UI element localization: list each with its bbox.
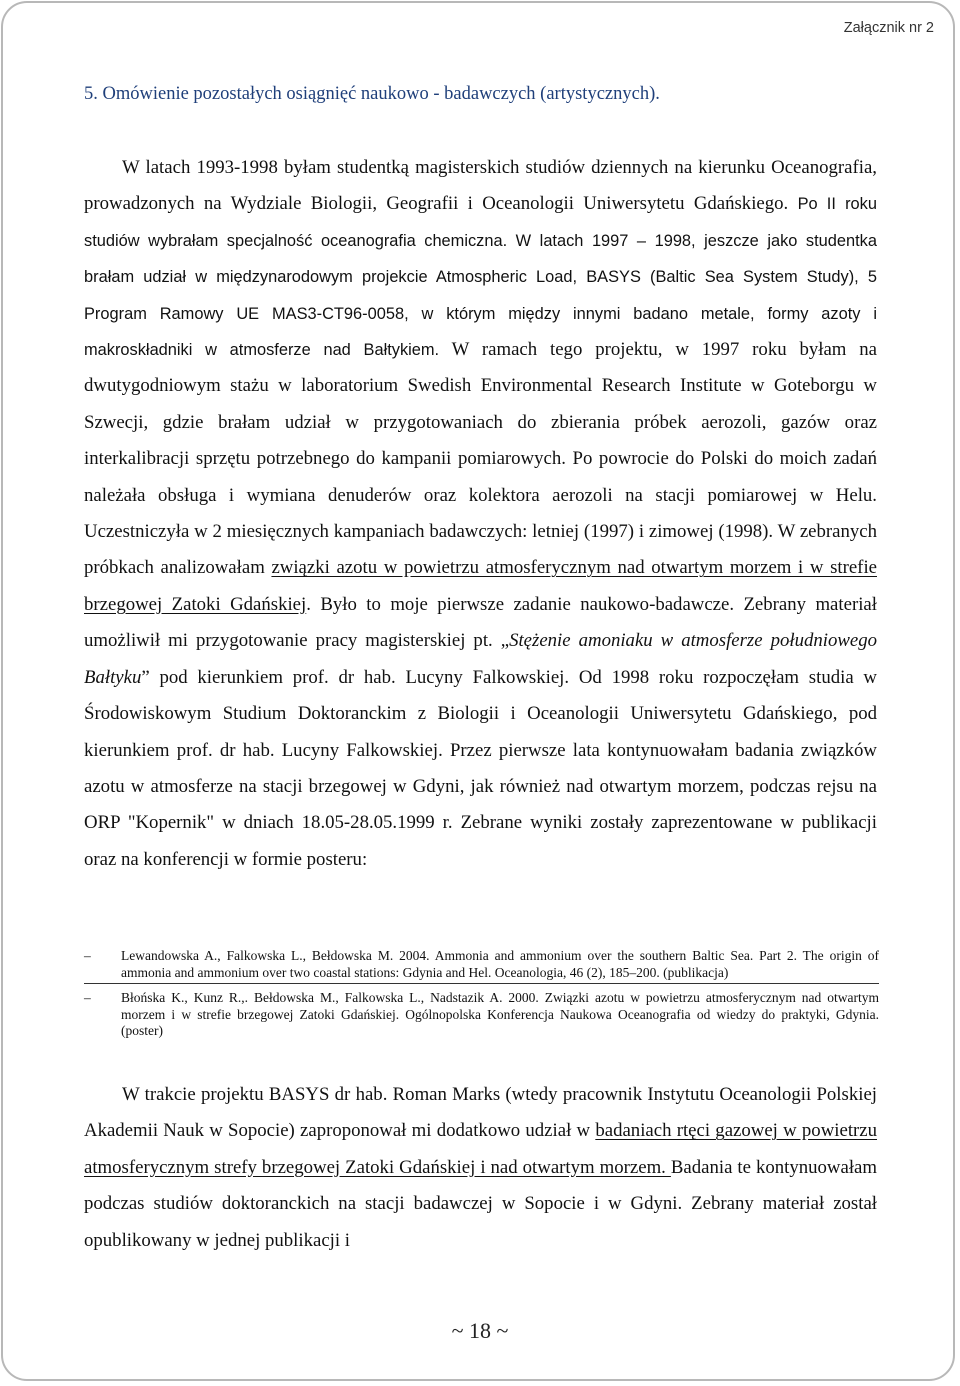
paragraph-1-s1: W latach 1993-1998 byłam studentką magisterskich studiów dziennych na kierunku Oceanografia, prowadzonych na Wydziale Biologii, Geografii i Oceanologii Uniwersytetu Gdańskiego.	[84, 157, 877, 215]
attachment-label: Załącznik nr 2	[843, 20, 934, 36]
reference-text: Lewandowska A., Falkowska L., Bełdowska M. 2004. Ammonia and ammonium over the southern Baltic Sea. Part 2. The origin of ammonia and ammonium over two coastal stations: Gdynia and Hel. Oceanologia, 46 (2), 185–200. (publikacja)	[121, 948, 879, 980]
paragraph-2-underlined-topic: badaniach rtęci gazowej w powietrzu atmosferycznym strefy brzegowej Zatoki Gdańskiej i nad otwartym morzem.	[84, 1120, 878, 1178]
paragraph-2-s1: W trakcie projektu BASYS dr hab. Roman Marks (wtedy pracownik Instytutu Oceanologii Polskiej Akademii Nauk w Sopocie) zaproponował mi dodatkowo udział w	[84, 1084, 877, 1142]
section-heading-text: 5. Omówienie pozostałych osiągnięć naukowo - badawczych (artystycznych).	[84, 84, 660, 104]
paragraph-1-s3: W ramach tego projektu, w 1997 roku byłam na dwutygodniowym stażu w laboratorium Swedish Environmental Research Institute w Goteborgu w Szwecji, gdzie brałam udział w przygotowaniach do zbierania próbek aerozoli, gazów oraz interkalibracji sprzętu potrzebnego do kampanii pomiarowych. Po powrocie do Polski do moich zadań należała obsługa i wymiana denuderów oraz kolektora aerozoli na stacji pomiarowej w Helu. Uczestniczyła w 2 miesięcznych kampaniach badawczych: letniej (1997) i zimowej (1998). W zebranych próbkach analizowałam	[84, 339, 877, 579]
paragraph-1-s5: ” pod kierunkiem prof. dr hab. Lucyny Falkowskiej. Od 1998 roku rozpoczęłam studia w Środowiskowym Studium Doktoranckim z Biologii i Oceanologii Uniwersytetu Gdańskiego, pod kierunkiem prof. dr hab. Lucyny Falkowskiej. Przez pierwsze lata kontynuowałam badania związków azotu w atmosferze na stacji brzegowej w Gdyni, jak również nad otwartym morzem, podczas rejsu na ORP "Kopernik" w dniach 18.05-28.05.1999 r. Zebrane wyniki zostały zaprezentowane w publikacji oraz na konferencji w formie posteru:	[84, 666, 877, 870]
page-number: ~ 18 ~	[451, 1318, 509, 1343]
dash-bullet: –	[84, 990, 91, 1005]
paragraph-1	[84, 150, 877, 878]
paragraph-1-s4: . Było to moje pierwsze zadanie naukowo-badawcze. Zebrany materiał umożliwił mi przygotowanie pracy magisterskiej pt. „	[84, 593, 877, 652]
reference-text: Błońska K., Kunz R.,. Bełdowska M., Falkowska L., Nadstazik A. 2000. Związki azotu w powietrzu atmosferycznym nad otwartym morzem i w strefie brzegowej Zatoki Gdańskiej. Ogólnopolska Konferencja Naukowa Oceanografia od wiedzy do praktyki, Gdynia. (poster)	[121, 990, 879, 1038]
paragraph-1-s2: Po II roku studiów wybrałam specjalność oceanografia chemiczna. W latach 1997 – 1998, jeszcze jako studentka brałam udział w międzynarodowym projekcie Atmospheric Load, BASYS (Baltic Sea System Study), 5 Program Ramowy UE MAS3-CT96-0058, w którym między innymi badano metale, formy azoty i makroskładniki w atmosferze nad Bałtykiem.	[84, 195, 877, 360]
paragraph-2	[84, 1077, 877, 1259]
paragraph-2-s2: Badania te kontynuowałam podczas studiów doktoranckich na stacji badawczej w Sopocie i w Gdyni. Zebrany materiał został opublikowany w jednej publikacji i	[84, 1156, 877, 1251]
reference-item	[84, 990, 879, 1040]
section-heading	[84, 84, 660, 105]
paragraph-1-underlined-topic: związki azotu w powietrzu atmosferycznym nad otwartym morzem i w strefie brzegowej Zatoki Gdańskiej	[84, 557, 877, 615]
thesis-title: Stężenie amoniaku w atmosferze południowego Bałtyku	[84, 630, 878, 688]
reference-item	[84, 948, 879, 984]
reference-list	[84, 948, 879, 1040]
dash-bullet: –	[84, 948, 91, 963]
